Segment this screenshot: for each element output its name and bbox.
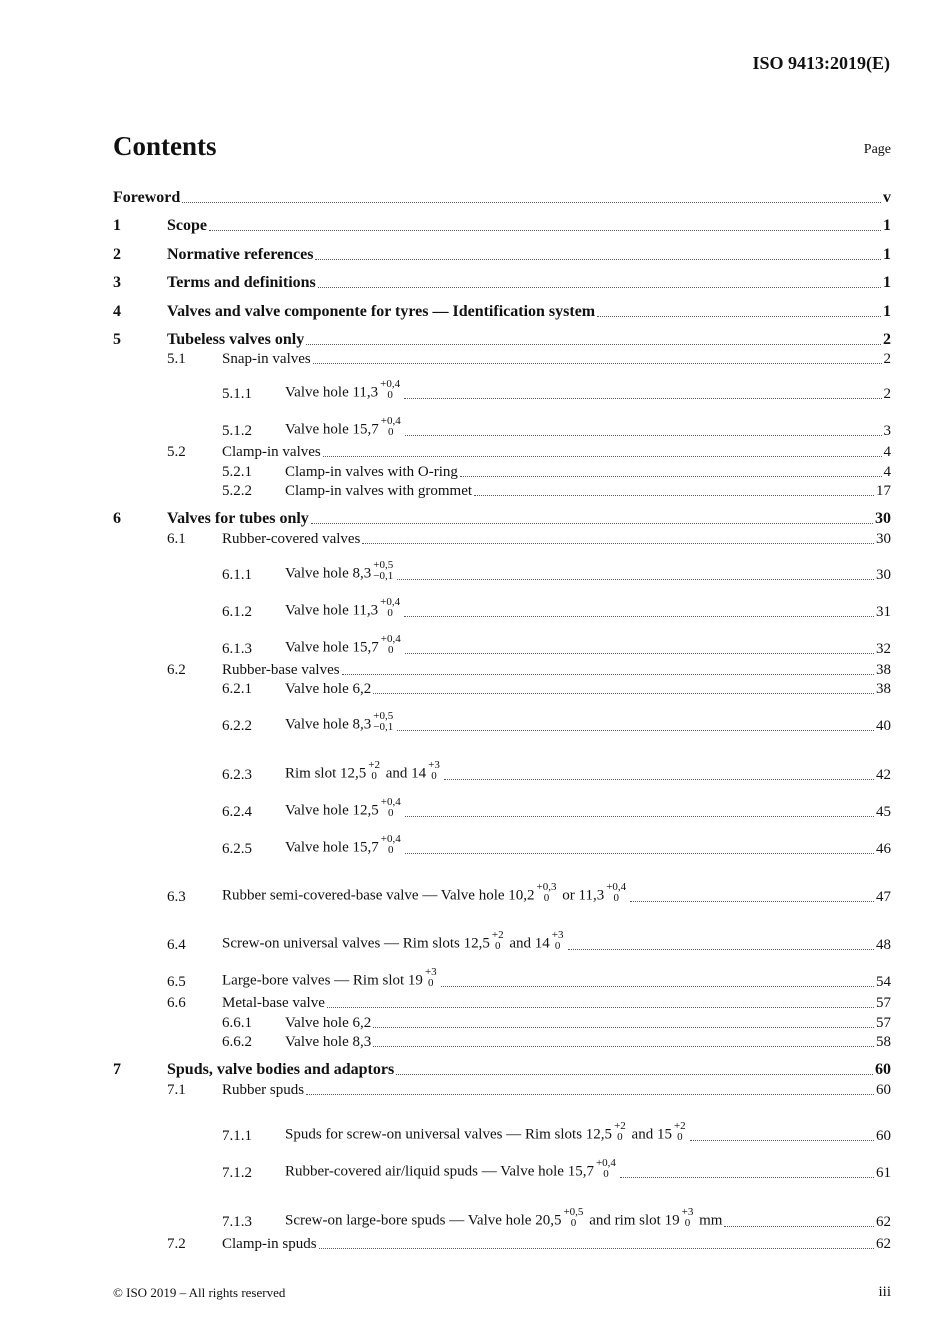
toc-entry[interactable]: [113, 1206, 891, 1232]
toc-entry-title: [222, 966, 439, 992]
toc-entry-page: 58: [876, 1034, 891, 1050]
toc-entry[interactable]: [113, 462, 891, 482]
toc-entry-page: 54: [876, 974, 891, 990]
toc-entry[interactable]: [113, 1060, 891, 1080]
tolerance: [425, 967, 437, 989]
dot-leader: [182, 202, 881, 203]
toc-entry-number: 6.2: [167, 662, 186, 678]
toc-entry-number: 6.1.2: [222, 604, 252, 620]
dot-leader: [404, 398, 881, 399]
toc-entry-title: [285, 1120, 688, 1146]
toc-entry-number: 6.2.5: [222, 841, 252, 857]
document-id: ISO 9413:2019(E): [752, 53, 890, 73]
toc-entry-number: 5.1: [167, 351, 186, 367]
toc-entry[interactable]: [113, 1120, 891, 1146]
toc-entry[interactable]: [113, 881, 891, 907]
toc-entry-page: 61: [876, 1165, 891, 1181]
toc-entry-title: [167, 273, 316, 293]
toc-entry-text: and rim slot 19: [589, 1212, 680, 1229]
toc-entry-page: 62: [876, 1214, 891, 1230]
tolerance-lower: 0: [684, 1217, 691, 1229]
tolerance-lower: 0: [431, 770, 437, 782]
toc-entry-page: 60: [875, 1061, 891, 1078]
copyright-notice: © ISO 2019 – All rights reserved: [113, 1285, 286, 1300]
tolerance-upper: +0,4: [380, 633, 401, 645]
toc-entry-text: Snap-in valves: [222, 351, 311, 367]
toc-entry-title: [167, 302, 595, 322]
toc-entry-page: 32: [876, 641, 891, 657]
toc-entry[interactable]: [113, 1157, 891, 1183]
tolerance: [381, 634, 401, 656]
tolerance-upper: +0,5: [373, 710, 394, 722]
toc-entry-page: 57: [876, 995, 891, 1011]
tolerance-lower: 0: [570, 1217, 577, 1229]
toc-entry-title: [167, 216, 207, 236]
toc-entry[interactable]: [113, 929, 891, 955]
toc-entry[interactable]: [113, 559, 891, 585]
tolerance-lower: 0: [387, 426, 394, 438]
toc-entry[interactable]: [113, 1013, 891, 1033]
tolerance-lower: −0,1: [373, 721, 394, 733]
dot-leader: [405, 435, 882, 436]
toc-entry-page: 62: [876, 1236, 891, 1252]
tolerance: [492, 930, 504, 952]
tolerance-upper: +0,4: [380, 833, 401, 845]
toc-entry-text: Screw-on large-bore spuds — Valve hole 20,5: [285, 1212, 562, 1229]
tolerance-upper: +3: [428, 759, 440, 771]
tolerance: [596, 1158, 616, 1180]
toc-entry-text: Valve hole 8,3: [285, 716, 372, 733]
dot-leader: [373, 693, 874, 694]
toc-entry-title: [285, 796, 403, 822]
toc-entry-text: or 11,3: [562, 887, 605, 904]
toc-entry-number: 6.3: [167, 889, 186, 905]
dot-leader: [373, 1027, 874, 1028]
dot-leader: [404, 616, 874, 617]
tolerance-upper: +3: [424, 966, 437, 978]
toc-entry-text: Clamp-in valves: [222, 444, 321, 460]
toc-entry[interactable]: [113, 481, 891, 501]
tolerance-upper: +0,3: [536, 881, 557, 893]
toc-entry[interactable]: [113, 596, 891, 622]
toc-entry-page: 47: [876, 889, 891, 905]
toc-entry-page: 45: [876, 804, 891, 820]
toc-entry-text: Clamp-in valves with O-ring: [285, 464, 458, 480]
toc-entry-number: 5.2.2: [222, 483, 252, 499]
toc-entry[interactable]: [113, 993, 891, 1013]
tolerance: [614, 1121, 626, 1143]
toc-entry-page: 57: [876, 1015, 891, 1031]
toc-entry-text: Valve hole 8,3: [285, 1034, 372, 1050]
tolerance-upper: +2: [491, 929, 504, 941]
toc-entry-number: 7.1.1: [222, 1128, 252, 1144]
dot-leader: [319, 1248, 874, 1249]
toc-entry-text: Valve hole 6,2: [285, 681, 372, 697]
toc-entry-page: 42: [876, 767, 891, 783]
toc-entry-text: Valve hole 12,5: [285, 802, 379, 819]
toc-entry[interactable]: [113, 273, 891, 293]
toc-entry-number: 2: [113, 246, 121, 263]
toc-entry[interactable]: [113, 415, 891, 441]
tolerance: [674, 1121, 686, 1143]
toc-entry-page: 30: [876, 567, 891, 583]
tolerance: [373, 711, 393, 733]
toc-entry-title: [222, 1234, 317, 1254]
toc-entry-title: [222, 660, 340, 680]
tolerance-lower: 0: [603, 1168, 609, 1180]
dot-leader: [209, 230, 881, 231]
dot-leader: [405, 816, 874, 817]
tolerance-upper: +0,5: [563, 1206, 584, 1218]
toc-entry-title: [167, 330, 304, 350]
toc-entry-number: 3: [113, 274, 121, 291]
toc-entry-text: Spuds, valve bodies and adaptors: [167, 1061, 395, 1078]
toc-entry-number: 5.2: [167, 444, 186, 460]
dot-leader: [724, 1226, 874, 1227]
toc-entry-text: Valve hole 11,3: [285, 384, 379, 401]
tolerance-upper: +0,4: [606, 881, 627, 893]
toc-entry-title: [285, 1013, 371, 1033]
dot-leader: [313, 363, 882, 364]
tolerance-lower: 0: [613, 892, 619, 904]
dot-leader: [444, 779, 874, 780]
toc-entry-number: 6: [113, 510, 121, 527]
toc-entry-title: [285, 833, 403, 859]
dot-leader: [315, 259, 881, 260]
toc-entry-text: Metal-base valve: [222, 995, 325, 1011]
toc-entry-title: [285, 679, 371, 699]
tolerance-upper: +2: [673, 1120, 686, 1132]
toc-entry-text: Rubber-covered valves: [222, 531, 361, 547]
toc-entry[interactable]: [113, 245, 891, 265]
toc-entry-text: Screw-on universal valves — Rim slots 12,5: [222, 935, 490, 952]
toc-entry-number: 6.1.1: [222, 567, 252, 583]
toc-entry-title: [167, 1060, 394, 1080]
dot-leader: [396, 1074, 873, 1075]
toc-entry-text: Valve hole 11,3: [285, 602, 379, 619]
dot-leader: [327, 1007, 874, 1008]
tolerance: [537, 882, 557, 904]
tolerance-lower: 0: [554, 940, 561, 952]
toc-entry-text: Valves and valve componente for tyres — Identification system: [167, 303, 596, 320]
tolerance-lower: 0: [387, 607, 393, 619]
toc-entry-text: and 14: [385, 765, 427, 782]
toc-entry-page: 4: [883, 464, 891, 480]
tolerance: [373, 560, 393, 582]
toc-entry-number: 5.1.1: [222, 386, 252, 402]
tolerance-lower: 0: [371, 770, 377, 782]
dot-leader: [597, 316, 881, 317]
toc-entry-number: 6.6: [167, 995, 186, 1011]
toc-entry[interactable]: [113, 833, 891, 859]
toc-entry-title: [285, 633, 403, 659]
toc-entry-title: [222, 529, 360, 549]
toc-entry-text: Clamp-in spuds: [222, 1236, 317, 1252]
tolerance-lower: 0: [387, 844, 394, 856]
toc-entry-number: 6.2.3: [222, 767, 252, 783]
tolerance-lower: −0,1: [373, 570, 394, 582]
dot-leader: [460, 476, 882, 477]
toc-entry-title: [285, 710, 395, 736]
dot-leader: [568, 949, 875, 950]
toc-entry[interactable]: [113, 633, 891, 659]
tolerance-lower: 0: [387, 389, 393, 401]
toc-entry-title: [167, 245, 313, 265]
tolerance-lower: 0: [677, 1131, 683, 1143]
toc-entry-text: and 15: [631, 1126, 672, 1143]
tolerance-lower: 0: [428, 977, 434, 989]
tolerance-lower: 0: [495, 940, 501, 952]
toc-entry-number: 6.2.1: [222, 681, 252, 697]
toc-entry-text: Rim slot 12,5: [285, 765, 367, 782]
toc-entry-number: 5.1.2: [222, 423, 252, 439]
toc-entry-page: v: [883, 189, 891, 206]
toc-entry-text: Scope: [167, 217, 207, 234]
toc-entry[interactable]: [113, 796, 891, 822]
toc-entry-title: [222, 929, 566, 955]
toc-entry-text: Rubber spuds: [222, 1082, 305, 1098]
dot-leader: [630, 901, 874, 902]
toc-entry-text: Large-bore valves — Rim slot 19: [222, 972, 423, 989]
tolerance: [380, 597, 400, 619]
tolerance-upper: +0,4: [380, 378, 401, 390]
toc-entry-title: [113, 188, 180, 208]
tolerance-upper: +0,4: [380, 415, 401, 427]
toc-entry-number: 7.1: [167, 1082, 186, 1098]
toc-entry-page: 2: [883, 331, 891, 348]
toc-entry-text: Rubber-covered air/liquid spuds — Valve hole 15,7: [285, 1163, 594, 1180]
tolerance-lower: 0: [387, 644, 394, 656]
tolerance: [552, 930, 564, 952]
dot-leader: [306, 1094, 874, 1095]
toc-entry-page: 31: [876, 604, 891, 620]
toc-entry[interactable]: [113, 216, 891, 236]
toc-entry-title: [222, 349, 311, 369]
toc-entry-number: 6.1: [167, 531, 186, 547]
toc-entry-text: Valve hole 8,3: [285, 565, 372, 582]
toc-entry-text: Valve hole 15,7: [285, 639, 379, 656]
toc-entry-text: Tubeless valves only: [167, 331, 305, 348]
tolerance-upper: +3: [551, 929, 564, 941]
tolerance-upper: +0,4: [380, 596, 401, 608]
toc-entry[interactable]: [113, 302, 891, 322]
toc-entry[interactable]: [113, 188, 891, 208]
toc-entry-text: Valve hole 6,2: [285, 1015, 372, 1031]
tolerance: [606, 882, 626, 904]
toc-entry-page: 30: [876, 531, 891, 547]
toc-entry-text: Spuds for screw-on universal valves — Rim slots 12,5: [285, 1126, 613, 1143]
toc-entry-number: 7: [113, 1061, 121, 1078]
toc-entry-page: 48: [876, 937, 891, 953]
tolerance: [682, 1207, 694, 1229]
toc-entry-text: Terms and definitions: [167, 274, 316, 291]
tolerance-upper: +0,4: [380, 796, 401, 808]
toc-entry-title: [222, 1080, 304, 1100]
dot-leader: [474, 495, 874, 496]
toc-entry-title: [167, 509, 309, 529]
toc-entry[interactable]: [113, 509, 891, 529]
toc-entry-text: Rubber semi-covered-base valve — Valve hole 10,2: [222, 887, 535, 904]
tolerance: [381, 834, 401, 856]
toc-entry-title: [285, 759, 442, 785]
tolerance-upper: +2: [614, 1120, 626, 1132]
toc-entry-text: Rubber-base valves: [222, 662, 340, 678]
toc-entry[interactable]: [113, 330, 891, 350]
toc-entry-title: [222, 442, 321, 462]
tolerance: [428, 760, 440, 782]
toc-entry-page: 1: [883, 303, 891, 320]
dot-leader: [318, 287, 881, 288]
toc-entry-page: 30: [875, 510, 891, 527]
toc-entry-page: 3: [883, 423, 891, 439]
dot-leader: [323, 456, 882, 457]
toc-entry[interactable]: [113, 710, 891, 736]
toc-entry-title: [285, 559, 395, 585]
toc-entry-text: Valves for tubes only: [167, 510, 309, 527]
toc-entry-number: 5.2.1: [222, 464, 252, 480]
toc-entry-text: Valve hole 15,7: [285, 839, 379, 856]
toc-entry-page: 60: [876, 1128, 891, 1144]
toc-entry-page: 1: [883, 274, 891, 291]
toc-entry-number: 7.1.2: [222, 1165, 252, 1181]
toc-entry-title: [285, 1206, 723, 1232]
tolerance: [368, 760, 380, 782]
toc-entry-title: [285, 1157, 618, 1183]
toc-entry[interactable]: [113, 679, 891, 699]
page-title: Contents: [113, 131, 217, 161]
toc-entry[interactable]: [113, 1032, 891, 1052]
toc-entry-number: 6.6.2: [222, 1034, 252, 1050]
dot-leader: [342, 674, 874, 675]
toc-entry-text: mm: [699, 1212, 723, 1229]
toc-entry-text: Valve hole 15,7: [285, 421, 379, 438]
toc-entry-number: 6.6.1: [222, 1015, 252, 1031]
dot-leader: [373, 1046, 874, 1047]
dot-leader: [690, 1140, 874, 1141]
toc-entry-number: 6.2.2: [222, 718, 252, 734]
dot-leader: [311, 523, 873, 524]
toc-entry-title: [222, 993, 325, 1013]
toc-entry-page: 60: [876, 1082, 891, 1098]
toc-entry-page: 2: [883, 351, 891, 367]
toc-entry-title: [285, 378, 402, 404]
dot-leader: [405, 853, 874, 854]
toc-entry-text: Clamp-in valves with grommet: [285, 483, 473, 499]
toc-entry-page: 38: [876, 662, 891, 678]
dot-leader: [397, 730, 874, 731]
toc-entry-page: 46: [876, 841, 891, 857]
dot-leader: [620, 1177, 874, 1178]
toc-entry-page: 17: [876, 483, 891, 499]
tolerance-lower: 0: [617, 1131, 623, 1143]
toc-entry-page: 4: [883, 444, 891, 460]
tolerance-lower: 0: [543, 892, 550, 904]
toc-entry[interactable]: [113, 1080, 891, 1100]
dot-leader: [397, 579, 874, 580]
tolerance: [563, 1207, 583, 1229]
toc-entry-title: [285, 1032, 371, 1052]
toc-entry[interactable]: [113, 966, 891, 992]
toc-entry-text: and 14: [509, 935, 550, 952]
toc-entry-title: [222, 881, 628, 907]
toc-entry-title: [285, 596, 402, 622]
toc-entry-number: 6.4: [167, 937, 186, 953]
toc-entry-page: 1: [883, 246, 891, 263]
toc-entry-number: 5: [113, 331, 121, 348]
toc-entry-text: Normative references: [167, 246, 314, 263]
toc-entry-page: 1: [883, 217, 891, 234]
page-number: iii: [878, 1284, 891, 1300]
page-column-label: Page: [863, 142, 891, 157]
toc-entry-text: Foreword: [113, 189, 181, 206]
tolerance-upper: +2: [368, 759, 380, 771]
toc-entry-number: 6.5: [167, 974, 186, 990]
tolerance: [380, 379, 400, 401]
toc-entry-number: 7.1.3: [222, 1214, 252, 1230]
toc-entry[interactable]: [113, 442, 891, 462]
tolerance-lower: 0: [387, 807, 394, 819]
toc-entry-number: 6.1.3: [222, 641, 252, 657]
tolerance-upper: +3: [681, 1206, 694, 1218]
toc-entry[interactable]: [113, 1234, 891, 1254]
dot-leader: [441, 986, 874, 987]
toc-entry[interactable]: [113, 660, 891, 680]
toc-entry-title: [285, 415, 403, 441]
toc-entry-number: 6.2.4: [222, 804, 252, 820]
toc-entry[interactable]: [113, 349, 891, 369]
tolerance-upper: +0,4: [595, 1157, 616, 1169]
toc-entry[interactable]: [113, 529, 891, 549]
toc-entry-number: 1: [113, 217, 121, 234]
toc-entry-page: 2: [883, 386, 891, 402]
toc-entry-title: [285, 481, 472, 501]
toc-entry-number: 7.2: [167, 1236, 186, 1252]
toc-entry-page: 38: [876, 681, 891, 697]
dot-leader: [306, 344, 881, 345]
tolerance: [381, 797, 401, 819]
toc-entry-title: [285, 462, 458, 482]
tolerance-upper: +0,5: [373, 559, 394, 571]
toc-entry[interactable]: [113, 378, 891, 404]
toc-entry-number: 4: [113, 303, 121, 320]
dot-leader: [405, 653, 874, 654]
toc-entry[interactable]: [113, 759, 891, 785]
tolerance: [381, 416, 401, 438]
toc-entry-page: 40: [876, 718, 891, 734]
dot-leader: [362, 543, 874, 544]
